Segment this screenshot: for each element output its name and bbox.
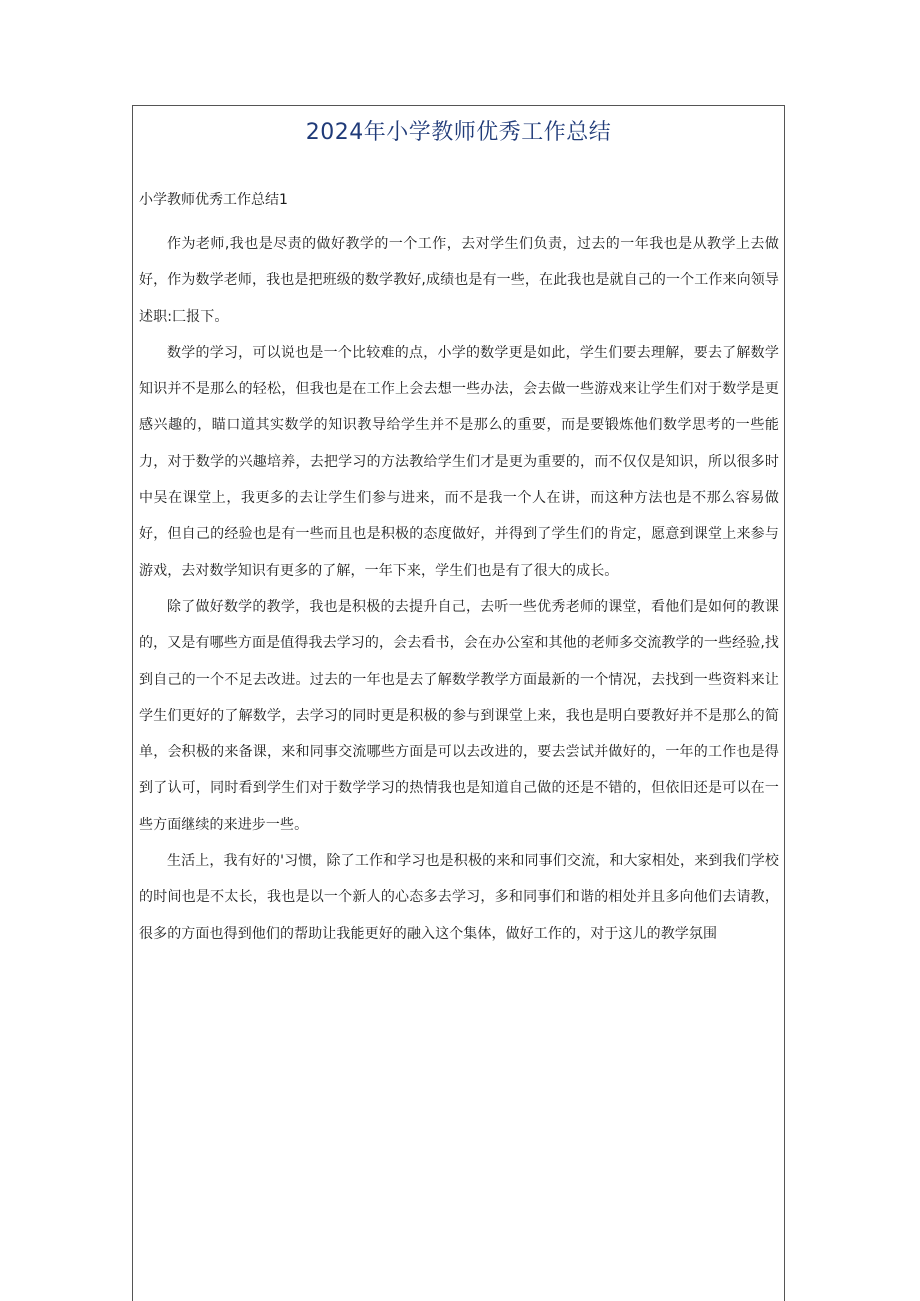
paragraph: 数学的学习，可以说也是一个比较难的点，小学的数学更是如此，学生们要去理解，要去了解数学知识并不是那么的轻松，但我也是在工作上会去想一些办法，会去做一些游戏来让学生们对于数学是更感兴趣的，瞄口道其实数学的知识教导给学生并不是那么的重要，而是要锻炼他们数学思考的一些能力，对于数学的兴趣培养，去把学习的方法教给学生们才是更为重要的，而不仅仅是知识，所以很多时中吴在课堂上，我更多的去让学生们参与进来，而不是我一个人在讲，而这种方法也是不那么容易做好，但自己的经验也是有一些而且也是积极的态度做好，并得到了学生们的肯定，愿意到课堂上来参与游戏，去对数学知识有更多的了解，一年下来，学生们也是有了很大的成长。 [139,344,779,579]
document-page [132,105,785,1301]
page-title: 2024年小学教师优秀工作总结 [305,120,612,145]
document-body [139,226,779,952]
section-heading: 小学教师优秀工作总结1 [139,192,288,208]
paragraph: 作为老师,我也是尽责的做好教学的一个工作，去对学生们负责，过去的一年我也是从教学上去做好，作为数学老师，我也是把班级的数学教好,成绩也是有一些，在此我也是就自己的一个工作来向领导述职:匚报下。 [139,236,779,325]
paragraph: 除了做好数学的教学，我也是积极的去提升自己，去听一些优秀老师的课堂，看他们是如何的教课的，又是有哪些方面是值得我去学习的，会去看书，会在办公室和其他的老师多交流教学的一些经验,找到自己的一个不足去改进。过去的一年也是去了解数学教学方面最新的一个情况，去找到一些资料来让学生们更好的了解数学，去学习的同时更是积极的参与到课堂上来，我也是明白要教好并不是那么的简单，会积极的来备课，来和同事交流哪些方面是可以去改进的，要去尝试并做好的，一年的工作也是得到了认可，同时看到学生们对于数学学习的热情我也是知道自己做的还是不错的，但依旧还是可以在一些方面继续的来进步一些。 [139,598,779,833]
paragraph: 生活上，我有好的'习惯，除了工作和学习也是积极的来和同事们交流，和大家相处，来到我们学校的时间也是不太长，我也是以一个新人的心态多去学习，多和同事们和谐的相处并且多向他们去请教，很多的方面也得到他们的帮助让我能更好的融入这个集体，做好工作的，对于这儿的教学氛围 [139,853,779,942]
